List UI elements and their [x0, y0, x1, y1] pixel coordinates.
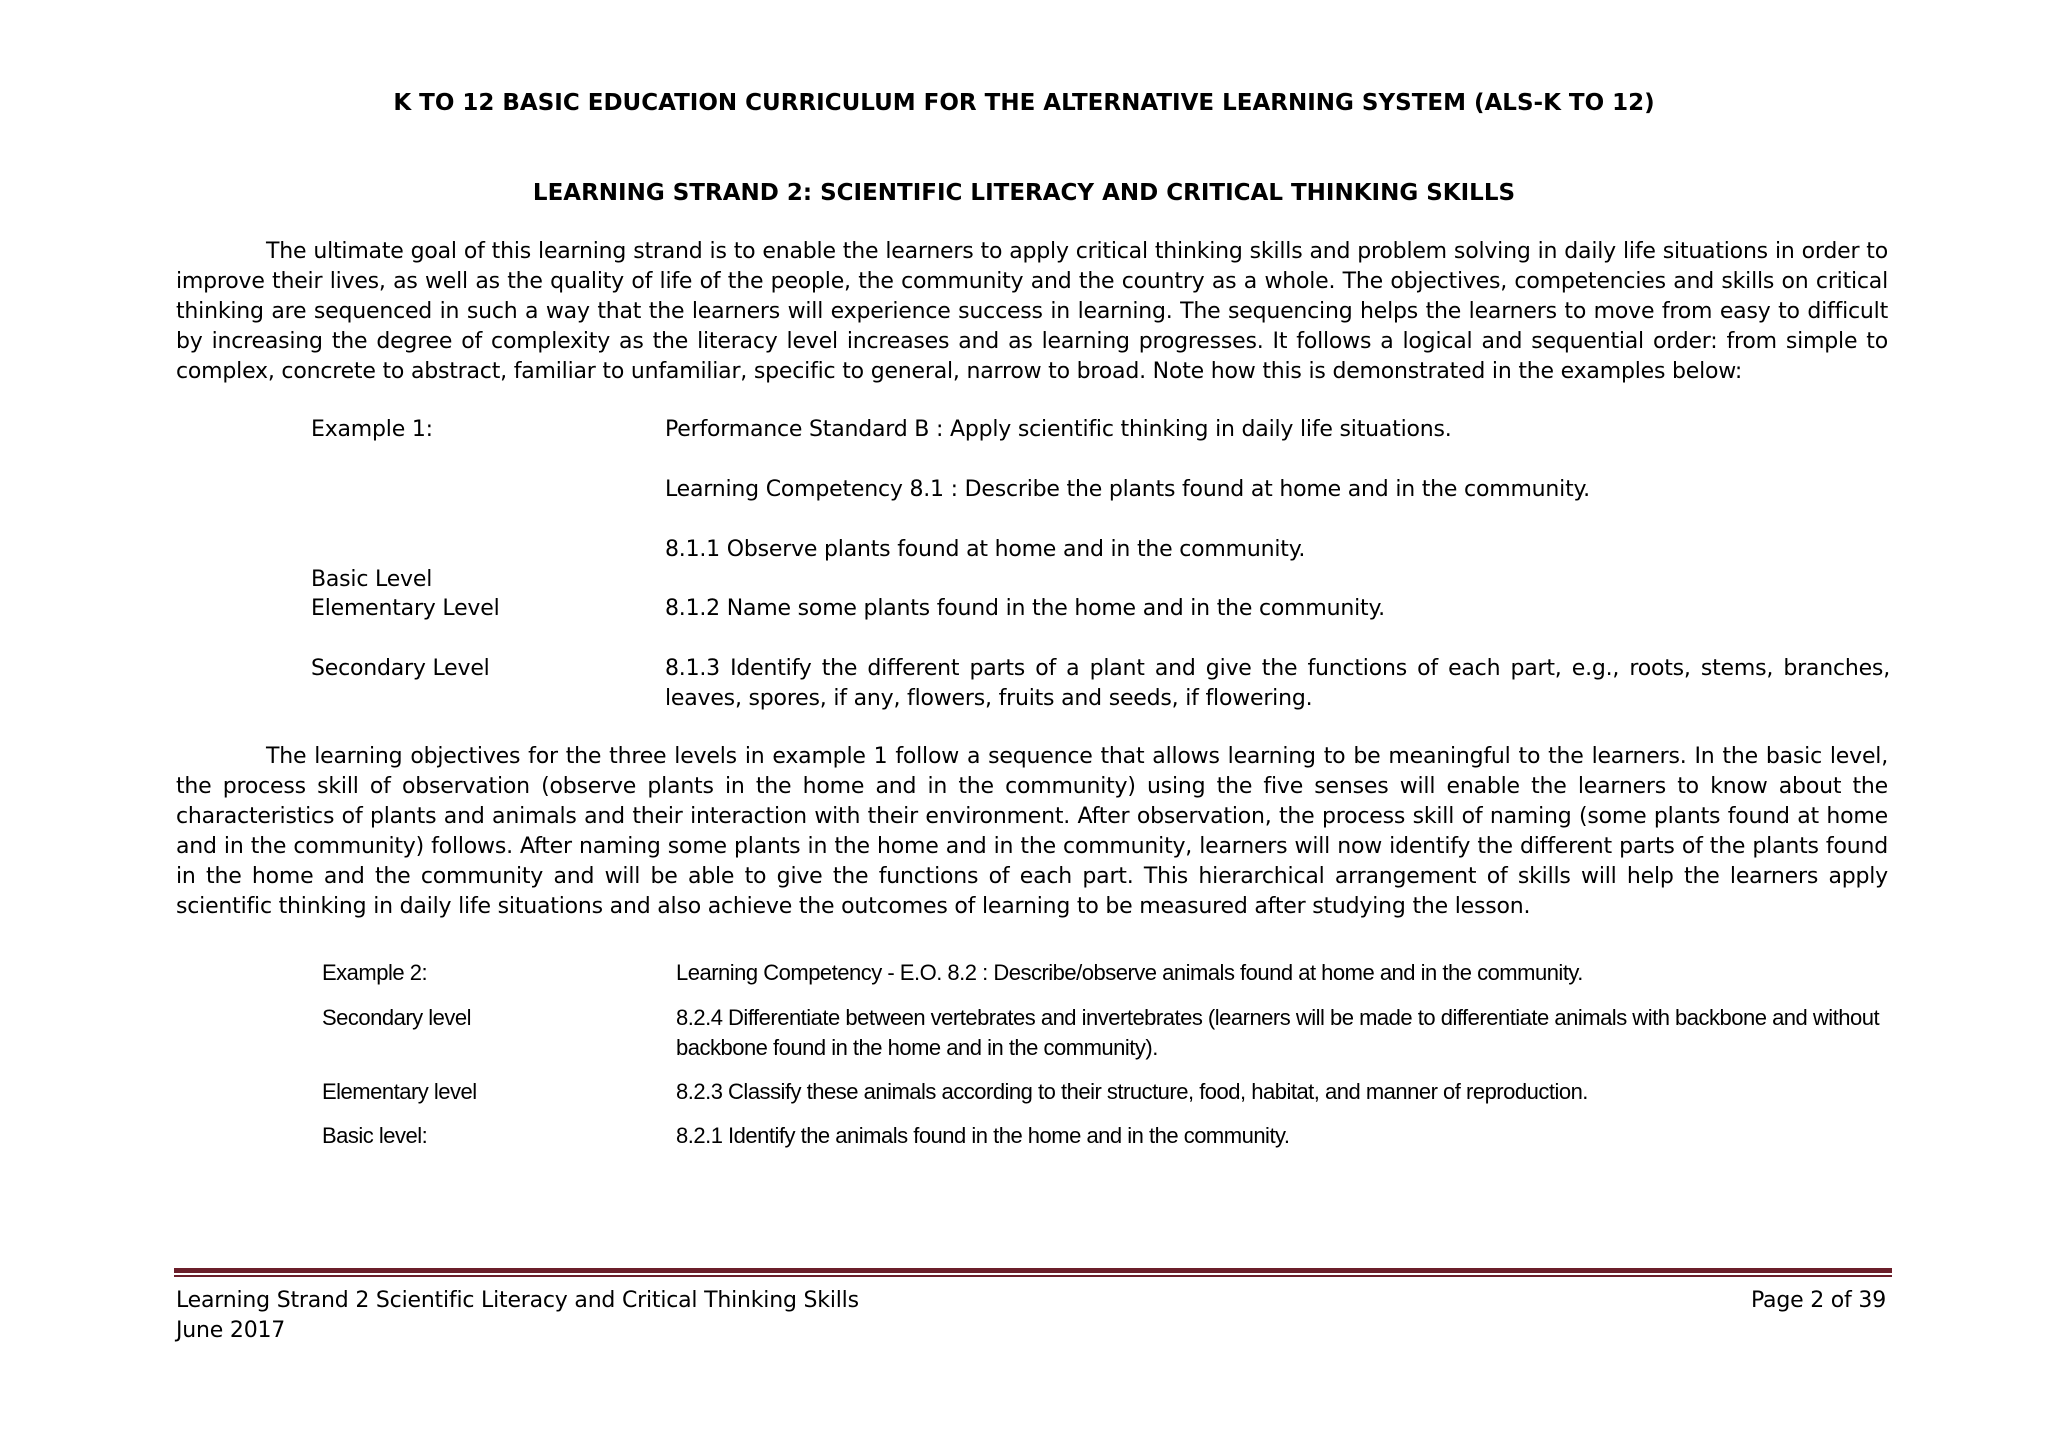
footer-date: June 2017 — [176, 1318, 286, 1343]
intro-paragraph — [176, 237, 1888, 387]
footer-rule-thin — [174, 1275, 1892, 1277]
example1-basic-label: Basic Level — [311, 567, 433, 592]
strand-title: LEARNING STRAND 2: SCIENTIFIC LITERACY AND CRITICAL THINKING SKILLS — [532, 180, 1516, 206]
explanation-text: The learning objectives for the three levels in example 1 follow a sequence that allows learning to be meaningful to the learners. In the basic level, the process skill of observation (observe plants in the home and in the community) using the five senses will enable the learners to know about the characteristics of plants and animals and their interaction with their environment. After observation, the process skill of naming (some plants found at home and in the community) follows. After naming some plants in the home and in the community, learners will now identify the different parts of the plants found in the home and the community and will be able to give the functions of each part. This hierarchical arrangement of skills will help the learners apply scientific thinking in daily life situations and also achieve the outcomes of learning to be measured after studying the lesson. — [176, 744, 1888, 919]
example1-secondary-label: Secondary Level — [311, 656, 490, 681]
example2-basic-label: Basic level: — [322, 1123, 428, 1148]
intro-text: The ultimate goal of this learning strand is to enable the learners to apply critical thinking skills and problem solving in daily life situations in order to improve their lives, as well as the quality of life of the people, the community and the country as a whole. The objectives, competencies and skills on critical thinking are sequenced in such a way that the learners will experience success in learning. The sequencing helps the learners to move from easy to difficult by increasing the degree of complexity as the literacy level increases and as learning progresses. It follows a logical and sequential order: from simple to complex, concrete to abstract, familiar to unfamiliar, specific to general, narrow to broad. Note how this is demonstrated in the examples below: — [176, 239, 1888, 384]
example1-label: Example 1: — [311, 417, 433, 442]
example1-secondary-text: 8.1.3 Identify the different parts of a plant and give the functions of each part, e.g., roots, stems, branches, leaves, spores, if any, flowers, fruits and seeds, if flowering. — [665, 656, 1890, 711]
footer-rule — [174, 1268, 1892, 1273]
example2-elementary-text: 8.2.3 Classify these animals according to their structure, food, habitat, and manner of reproduction. — [676, 1079, 1588, 1104]
footer-strand: Learning Strand 2 Scientific Literacy and Critical Thinking Skills — [176, 1288, 859, 1313]
explanation-paragraph — [176, 742, 1888, 922]
example1-elementary-text: 8.1.2 Name some plants found in the home and in the community. — [665, 596, 1385, 621]
example2-secondary-label: Secondary level — [322, 1005, 472, 1030]
footer-page-number: Page 2 of 39 — [1750, 1288, 1886, 1313]
example2-competency: Learning Competency - E.O. 8.2 : Describe/observe animals found at home and in the community. — [676, 960, 1583, 985]
example1-basic-text: 8.1.1 Observe plants found at home and in the community. — [665, 537, 1306, 562]
example2-basic-text: 8.2.1 Identify the animals found in the home and in the community. — [676, 1123, 1290, 1148]
document-title: K TO 12 BASIC EDUCATION CURRICULUM FOR THE ALTERNATIVE LEARNING SYSTEM (ALS-K TO 12) — [393, 90, 1655, 116]
example2-elementary-label: Elementary level — [322, 1079, 477, 1104]
example1-standard: Performance Standard B : Apply scientific thinking in daily life situations. — [665, 417, 1452, 442]
example2-label: Example 2: — [322, 960, 428, 985]
example1-elementary-label: Elementary Level — [311, 596, 500, 621]
example2-secondary-text: 8.2.4 Differentiate between vertebrates and invertebrates (learners will be made to differentiate animals with backbone and without backbone found in the home and in the community). — [676, 1005, 1880, 1060]
example1-competency: Learning Competency 8.1 : Describe the plants found at home and in the community. — [665, 477, 1590, 502]
